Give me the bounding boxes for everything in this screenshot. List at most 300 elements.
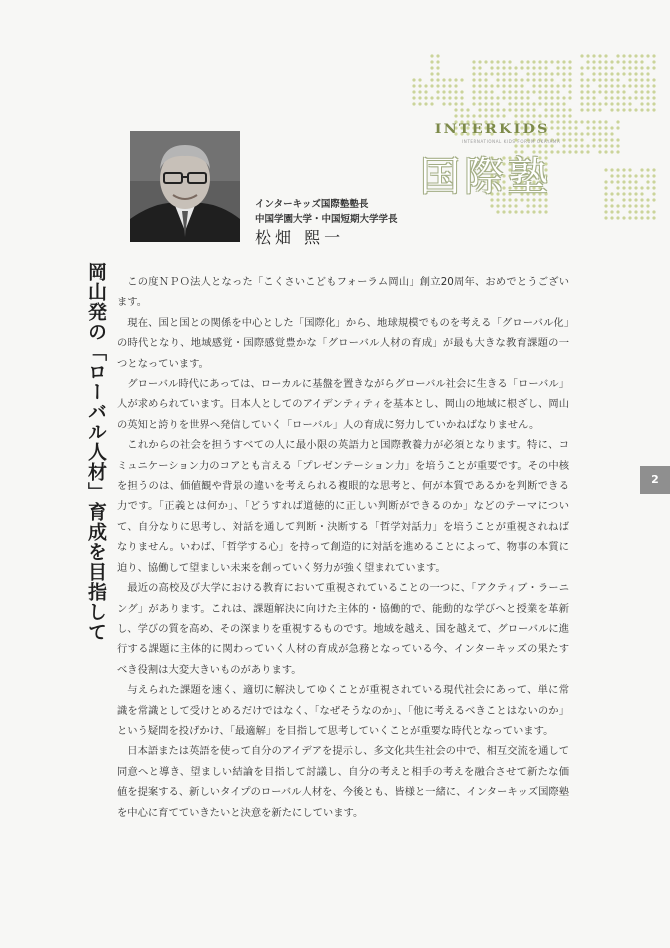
map-dot bbox=[466, 108, 469, 111]
map-dot bbox=[526, 102, 529, 105]
map-dot bbox=[514, 72, 517, 75]
map-dot bbox=[472, 78, 475, 81]
map-dot bbox=[436, 90, 439, 93]
map-dot bbox=[538, 90, 541, 93]
map-dot bbox=[568, 150, 571, 153]
map-dot bbox=[598, 102, 601, 105]
map-dot bbox=[412, 102, 415, 105]
map-dot bbox=[652, 96, 655, 99]
map-dot bbox=[604, 150, 607, 153]
map-dot bbox=[556, 60, 559, 63]
map-dot bbox=[580, 78, 583, 81]
map-dot bbox=[616, 108, 619, 111]
map-dot bbox=[496, 72, 499, 75]
map-dot bbox=[640, 198, 643, 201]
map-dot bbox=[652, 192, 655, 195]
map-dot bbox=[562, 78, 565, 81]
map-dot bbox=[472, 66, 475, 69]
map-dot bbox=[544, 60, 547, 63]
map-dot bbox=[574, 126, 577, 129]
map-dot bbox=[556, 132, 559, 135]
map-dot bbox=[640, 90, 643, 93]
map-dot bbox=[556, 90, 559, 93]
map-dot bbox=[478, 66, 481, 69]
map-dot bbox=[640, 102, 643, 105]
map-dot bbox=[490, 114, 493, 117]
map-dot bbox=[568, 120, 571, 123]
author-role-2: 中国学園大学・中国短期大学学長 bbox=[255, 214, 398, 225]
map-dot bbox=[616, 210, 619, 213]
map-dot bbox=[604, 216, 607, 219]
map-dot bbox=[538, 84, 541, 87]
map-dot bbox=[586, 78, 589, 81]
map-dot bbox=[538, 66, 541, 69]
map-dot bbox=[622, 84, 625, 87]
map-dot bbox=[616, 72, 619, 75]
map-dot bbox=[532, 204, 535, 207]
map-dot bbox=[430, 66, 433, 69]
map-dot bbox=[628, 108, 631, 111]
map-dot bbox=[610, 204, 613, 207]
map-dot bbox=[634, 180, 637, 183]
map-dot bbox=[622, 72, 625, 75]
map-dot bbox=[424, 102, 427, 105]
map-dot bbox=[610, 102, 613, 105]
map-dot bbox=[544, 78, 547, 81]
map-dot bbox=[454, 114, 457, 117]
map-dot bbox=[592, 72, 595, 75]
map-dot bbox=[556, 120, 559, 123]
map-dot bbox=[514, 90, 517, 93]
map-dot bbox=[520, 108, 523, 111]
map-dot bbox=[604, 84, 607, 87]
map-dot bbox=[640, 216, 643, 219]
map-dot bbox=[628, 186, 631, 189]
map-dot bbox=[472, 84, 475, 87]
map-dot bbox=[490, 204, 493, 207]
map-dot bbox=[526, 108, 529, 111]
map-dot bbox=[634, 90, 637, 93]
map-dot bbox=[646, 216, 649, 219]
map-dot bbox=[610, 174, 613, 177]
map-dot bbox=[580, 108, 583, 111]
map-dot bbox=[484, 114, 487, 117]
map-dot bbox=[580, 120, 583, 123]
map-dot bbox=[640, 192, 643, 195]
map-dot bbox=[622, 204, 625, 207]
map-dot bbox=[580, 54, 583, 57]
map-dot bbox=[478, 78, 481, 81]
map-dot bbox=[430, 72, 433, 75]
map-dot bbox=[640, 168, 643, 171]
map-dot bbox=[646, 84, 649, 87]
map-dot bbox=[568, 138, 571, 141]
map-dot bbox=[442, 102, 445, 105]
map-dot bbox=[646, 198, 649, 201]
map-dot bbox=[544, 66, 547, 69]
map-dot bbox=[526, 60, 529, 63]
map-dot bbox=[538, 210, 541, 213]
map-dot bbox=[628, 66, 631, 69]
map-dot bbox=[640, 54, 643, 57]
map-dot bbox=[592, 66, 595, 69]
map-dot bbox=[520, 102, 523, 105]
map-dot bbox=[616, 54, 619, 57]
map-dot bbox=[604, 120, 607, 123]
map-dot bbox=[604, 138, 607, 141]
map-dot bbox=[604, 210, 607, 213]
map-dot bbox=[544, 102, 547, 105]
map-dot bbox=[502, 108, 505, 111]
map-dot bbox=[412, 90, 415, 93]
map-dot bbox=[568, 114, 571, 117]
map-dot bbox=[604, 78, 607, 81]
map-dot bbox=[610, 60, 613, 63]
map-dot bbox=[502, 204, 505, 207]
map-dot bbox=[616, 102, 619, 105]
map-dot bbox=[628, 60, 631, 63]
map-dot bbox=[592, 96, 595, 99]
map-dot bbox=[418, 96, 421, 99]
map-dot bbox=[556, 84, 559, 87]
map-dot bbox=[532, 78, 535, 81]
map-dot bbox=[460, 114, 463, 117]
map-dot bbox=[652, 84, 655, 87]
map-dot bbox=[418, 102, 421, 105]
map-dot bbox=[502, 78, 505, 81]
map-dot bbox=[610, 210, 613, 213]
map-dot bbox=[490, 102, 493, 105]
map-dot bbox=[412, 84, 415, 87]
map-dot bbox=[436, 78, 439, 81]
map-dot bbox=[652, 210, 655, 213]
map-dot bbox=[484, 96, 487, 99]
map-dot bbox=[496, 108, 499, 111]
map-dot bbox=[448, 84, 451, 87]
map-dot bbox=[628, 210, 631, 213]
map-dot bbox=[610, 90, 613, 93]
map-dot bbox=[538, 78, 541, 81]
paragraph: この度ＮＰＯ法人となった「こくさいこどもフォーラム岡山」創立20周年、おめでとうございます。 bbox=[117, 276, 569, 309]
map-dot bbox=[514, 102, 517, 105]
map-dot bbox=[568, 132, 571, 135]
map-dot bbox=[598, 84, 601, 87]
map-dot bbox=[502, 66, 505, 69]
map-dot bbox=[490, 84, 493, 87]
map-dot bbox=[586, 96, 589, 99]
map-dot bbox=[514, 96, 517, 99]
map-dot bbox=[454, 90, 457, 93]
map-dot bbox=[604, 126, 607, 129]
map-dot bbox=[604, 102, 607, 105]
map-dot bbox=[652, 102, 655, 105]
map-dot bbox=[580, 96, 583, 99]
map-dot bbox=[604, 192, 607, 195]
map-dot bbox=[460, 102, 463, 105]
map-dot bbox=[478, 96, 481, 99]
map-dot bbox=[628, 180, 631, 183]
map-dot bbox=[454, 96, 457, 99]
map-dot bbox=[484, 78, 487, 81]
map-dot bbox=[532, 102, 535, 105]
map-dot bbox=[508, 78, 511, 81]
map-dot bbox=[598, 120, 601, 123]
map-dot bbox=[448, 102, 451, 105]
article-body bbox=[117, 272, 569, 823]
map-dot bbox=[574, 138, 577, 141]
map-dot bbox=[562, 144, 565, 147]
map-dot bbox=[586, 90, 589, 93]
map-dot bbox=[646, 168, 649, 171]
map-dot bbox=[550, 84, 553, 87]
map-dot bbox=[616, 144, 619, 147]
map-dot bbox=[604, 60, 607, 63]
map-dot bbox=[616, 168, 619, 171]
map-dot bbox=[460, 78, 463, 81]
map-dot bbox=[442, 96, 445, 99]
map-dot bbox=[520, 210, 523, 213]
map-dot bbox=[622, 54, 625, 57]
map-dot bbox=[592, 132, 595, 135]
map-dot bbox=[568, 96, 571, 99]
map-dot bbox=[646, 54, 649, 57]
map-dot bbox=[436, 54, 439, 57]
map-dot bbox=[580, 132, 583, 135]
map-dot bbox=[616, 138, 619, 141]
map-dot bbox=[490, 90, 493, 93]
map-dot bbox=[562, 102, 565, 105]
map-dot bbox=[448, 90, 451, 93]
map-dot bbox=[478, 60, 481, 63]
map-dot bbox=[646, 96, 649, 99]
map-dot bbox=[640, 174, 643, 177]
map-dot bbox=[568, 72, 571, 75]
map-dot bbox=[484, 90, 487, 93]
map-dot bbox=[604, 90, 607, 93]
map-dot bbox=[550, 108, 553, 111]
map-dot bbox=[418, 78, 421, 81]
page-number-tab: 2 bbox=[640, 466, 670, 494]
map-dot bbox=[436, 72, 439, 75]
map-dot bbox=[520, 66, 523, 69]
map-dot bbox=[586, 150, 589, 153]
paragraph: これからの社会を担うすべての人に最小限の英語力と国際教養力が必須となります。特に、コミュニケーション力のコアとも言える「プレゼンテーション力」を培うことが重要です。その中核を担うのは、価値観や背景の違いを考えられる複眼的な思考と、何が本質であるかを判断できる力です。「正義とは何か」、「どうすれば道徳的に正しい判断ができるのか」などのテーマについて、自分なりに思考し、対話を通して判断・決断する「哲学対話力」を培うことが重視されねばなりません。いわば、「哲学する心」を持って創造的に対話を進めることによって、物事の本質に迫り、協働して望ましい未来を創っていく努力が強く望まれています。 bbox=[117, 439, 569, 574]
map-dot bbox=[562, 108, 565, 111]
map-dot bbox=[550, 72, 553, 75]
map-dot bbox=[604, 186, 607, 189]
map-dot bbox=[622, 96, 625, 99]
map-dot bbox=[598, 150, 601, 153]
map-dot bbox=[610, 150, 613, 153]
map-dot bbox=[628, 102, 631, 105]
map-dot bbox=[454, 102, 457, 105]
map-dot bbox=[520, 114, 523, 117]
map-dot bbox=[454, 108, 457, 111]
map-dot bbox=[652, 90, 655, 93]
map-dot bbox=[562, 60, 565, 63]
map-dot bbox=[418, 90, 421, 93]
map-dot bbox=[616, 180, 619, 183]
map-dot bbox=[616, 150, 619, 153]
map-dot bbox=[640, 66, 643, 69]
map-dot bbox=[436, 60, 439, 63]
map-dot bbox=[526, 204, 529, 207]
map-dot bbox=[550, 126, 553, 129]
map-dot bbox=[478, 108, 481, 111]
map-dot bbox=[592, 78, 595, 81]
map-dot bbox=[526, 96, 529, 99]
map-dot bbox=[430, 96, 433, 99]
map-dot bbox=[652, 180, 655, 183]
map-dot bbox=[640, 60, 643, 63]
map-dot bbox=[646, 66, 649, 69]
map-dot bbox=[616, 186, 619, 189]
portrait-photo bbox=[130, 131, 240, 242]
map-dot bbox=[412, 78, 415, 81]
map-dot bbox=[610, 66, 613, 69]
map-dot bbox=[538, 60, 541, 63]
map-dot bbox=[550, 114, 553, 117]
map-dot bbox=[610, 132, 613, 135]
map-dot bbox=[586, 108, 589, 111]
map-dot bbox=[616, 120, 619, 123]
map-dot bbox=[496, 210, 499, 213]
map-dot bbox=[652, 78, 655, 81]
paragraph: グローバル時代にあっては、ローカルに基盤を置きながらグローバル社会に生きる「ローバル」人が求められています。日本人としてのアイデンティティを基本とし、岡山の地域に根ざし、岡山の英知と誇りを世界へ発信していく「ローバル」人の育成に努力していかねばなりません。 bbox=[117, 378, 569, 431]
map-dot bbox=[592, 138, 595, 141]
map-dot bbox=[502, 72, 505, 75]
map-dot bbox=[532, 114, 535, 117]
map-dot bbox=[646, 90, 649, 93]
map-dot bbox=[550, 96, 553, 99]
map-dot bbox=[652, 108, 655, 111]
map-dot bbox=[436, 96, 439, 99]
map-dot bbox=[622, 174, 625, 177]
map-dot bbox=[532, 72, 535, 75]
logo-subtitle: INTERNATIONAL KIDS FORUM OKAYAMA bbox=[462, 139, 561, 144]
map-dot bbox=[508, 60, 511, 63]
map-dot bbox=[622, 168, 625, 171]
map-dot bbox=[610, 108, 613, 111]
map-dot bbox=[580, 90, 583, 93]
map-dot bbox=[508, 102, 511, 105]
map-dot bbox=[580, 66, 583, 69]
map-dot bbox=[652, 66, 655, 69]
map-dot bbox=[592, 60, 595, 63]
logo-title: INTERKIDS bbox=[434, 122, 550, 137]
map-dot bbox=[634, 72, 637, 75]
map-dot bbox=[502, 114, 505, 117]
map-dot bbox=[652, 54, 655, 57]
map-dot bbox=[652, 198, 655, 201]
map-dot bbox=[490, 96, 493, 99]
map-dot bbox=[610, 126, 613, 129]
paragraph: 最近の高校及び大学における教育において重視されていることの一つに、「アクティブ・ラーニング」があります。これは、課題解決に向けた主体的・協働的で、能動的な学びへと授業を革新し、学びの質を高め、その深まりを重視するものです。地域を越え、国を越えて、グローバルに進行する課題に主体的に関わっていく人材の育成が急務となっている今、インターキッズの果たすべき役割は大変大きいものがあります。 bbox=[117, 582, 569, 676]
map-dot bbox=[508, 96, 511, 99]
map-dot bbox=[526, 78, 529, 81]
map-dot bbox=[562, 66, 565, 69]
map-dot bbox=[526, 90, 529, 93]
map-dot bbox=[412, 96, 415, 99]
map-dot bbox=[472, 96, 475, 99]
map-dot bbox=[532, 108, 535, 111]
map-dot bbox=[640, 186, 643, 189]
map-dot bbox=[610, 96, 613, 99]
map-dot bbox=[430, 102, 433, 105]
map-dot bbox=[634, 186, 637, 189]
author-role-1: インターキッズ国際塾塾長 bbox=[255, 199, 369, 210]
map-dot bbox=[646, 186, 649, 189]
map-dot bbox=[586, 132, 589, 135]
map-dot bbox=[646, 72, 649, 75]
map-dot bbox=[646, 204, 649, 207]
map-dot bbox=[616, 90, 619, 93]
map-dot bbox=[544, 114, 547, 117]
map-dot bbox=[628, 204, 631, 207]
map-dot bbox=[628, 174, 631, 177]
map-dot bbox=[634, 108, 637, 111]
map-dot bbox=[502, 60, 505, 63]
map-dot bbox=[616, 174, 619, 177]
paragraph: 日本語または英語を使って自分のアイデアを提示し、多文化共生社会の中で、相互交流を通して同意へと導き、望ましい結論を目指して討議し、自分の考えと相手の考えを融合させて新たな価値を提案する、新しいタイプのローバル人材を、今後とも、皆様と一緒に、インターキッズ国際塾を中心に育てていきたいと決意を新たにしています。 bbox=[117, 745, 569, 819]
map-dot bbox=[532, 60, 535, 63]
map-dot bbox=[604, 132, 607, 135]
map-dot bbox=[502, 90, 505, 93]
map-dot bbox=[634, 96, 637, 99]
map-dot bbox=[460, 96, 463, 99]
map-dot bbox=[418, 84, 421, 87]
map-dot bbox=[496, 102, 499, 105]
map-dot bbox=[556, 114, 559, 117]
logo-kanji: 国際塾 bbox=[420, 154, 552, 200]
map-dot bbox=[646, 180, 649, 183]
map-dot bbox=[532, 66, 535, 69]
map-dot bbox=[598, 66, 601, 69]
map-dot bbox=[580, 84, 583, 87]
map-dot bbox=[526, 114, 529, 117]
map-dot bbox=[514, 114, 517, 117]
map-dot bbox=[478, 72, 481, 75]
map-dot bbox=[538, 114, 541, 117]
map-dot bbox=[628, 192, 631, 195]
map-dot bbox=[634, 54, 637, 57]
map-dot bbox=[556, 126, 559, 129]
map-dot bbox=[610, 168, 613, 171]
map-dot bbox=[562, 138, 565, 141]
map-dot bbox=[628, 54, 631, 57]
map-dot bbox=[508, 90, 511, 93]
map-dot bbox=[514, 84, 517, 87]
map-dot bbox=[520, 90, 523, 93]
map-dot bbox=[604, 168, 607, 171]
map-dot bbox=[622, 180, 625, 183]
map-dot bbox=[460, 108, 463, 111]
map-dot bbox=[640, 78, 643, 81]
map-dot bbox=[616, 60, 619, 63]
map-dot bbox=[598, 78, 601, 81]
map-dot bbox=[640, 72, 643, 75]
map-dot bbox=[562, 114, 565, 117]
map-dot bbox=[646, 210, 649, 213]
map-dot bbox=[610, 198, 613, 201]
map-dot bbox=[484, 102, 487, 105]
map-dot bbox=[622, 66, 625, 69]
map-dot bbox=[592, 144, 595, 147]
map-dot bbox=[580, 72, 583, 75]
map-dot bbox=[592, 102, 595, 105]
map-dot bbox=[508, 204, 511, 207]
map-dot bbox=[610, 192, 613, 195]
